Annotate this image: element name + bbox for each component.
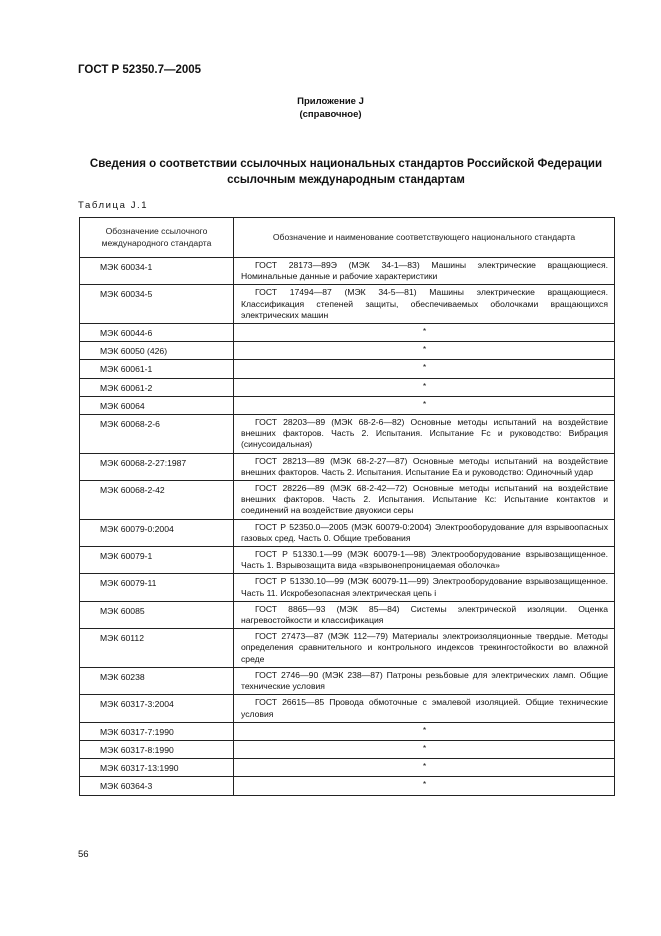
national-standard-description: * xyxy=(234,777,615,795)
correspondence-table xyxy=(79,217,615,796)
international-standard-code: МЭК 60068-2-42 xyxy=(80,481,234,520)
international-standard-code: МЭК 60050 (426) xyxy=(80,342,234,360)
national-standard-description: ГОСТ 17494—87 (МЭК 34-5—81) Машины электрические вращающиеся. Классификация степеней защиты, обеспечиваемых оболочками вращающихся электрических машин xyxy=(234,285,615,324)
national-standard-description: * xyxy=(234,396,615,414)
national-standard-description: ГОСТ Р 51330.10—99 (МЭК 60079-11—99) Электрооборудование взрывозащищенное. Часть 11. Искробезопасная электрическая цепь i xyxy=(234,574,615,601)
table-row xyxy=(80,324,615,342)
international-standard-code: МЭК 60364-3 xyxy=(80,777,234,795)
national-standard-description: * xyxy=(234,324,615,342)
national-standard-description: ГОСТ 8865—93 (МЭК 85—84) Системы электрической изоляции. Оценка нагревостойкости и классификация xyxy=(234,601,615,628)
national-standard-description: * xyxy=(234,378,615,396)
table-row xyxy=(80,629,615,668)
international-standard-code: МЭК 60061-2 xyxy=(80,378,234,396)
table-row xyxy=(80,415,615,454)
column-header-national-standard: Обозначение и наименование соответствующего национального стандарта xyxy=(234,218,615,258)
table-row xyxy=(80,777,615,795)
table-row xyxy=(80,740,615,758)
table-caption: Таблица J.1 xyxy=(78,200,149,211)
international-standard-code: МЭК 60079-1 xyxy=(80,547,234,574)
document-header: ГОСТ Р 52350.7—2005 xyxy=(78,64,202,76)
table-row xyxy=(80,574,615,601)
national-standard-description: ГОСТ Р 51330.1—99 (МЭК 60079-1—98) Электрооборудование взрывозащищенное. Часть 1. Взрывозащита вида «взрывонепроницаемая оболочка» xyxy=(234,547,615,574)
national-standard-description: ГОСТ 26615—85 Провода обмоточные с эмалевой изоляцией. Общие технические условия xyxy=(234,695,615,722)
international-standard-code: МЭК 60317-3:2004 xyxy=(80,695,234,722)
international-standard-code: МЭК 60079-0:2004 xyxy=(80,519,234,546)
international-standard-code: МЭК 60317-7:1990 xyxy=(80,722,234,740)
table-row xyxy=(80,258,615,285)
national-standard-description: ГОСТ 28203—89 (МЭК 68-2-6—82) Основные методы испытаний на воздействие внешних факторов. Часть 2. Испытания. Испытание Fc и руководство: Вибрация (синусоидальная) xyxy=(234,415,615,454)
table-row xyxy=(80,547,615,574)
table-row xyxy=(80,759,615,777)
international-standard-code: МЭК 60064 xyxy=(80,396,234,414)
table-row xyxy=(80,519,615,546)
national-standard-description: ГОСТ Р 52350.0—2005 (МЭК 60079-0:2004) Электрооборудование для взрывоопасных газовых сред. Часть 0. Общие требования xyxy=(234,519,615,546)
section-title-line-2: ссылочным международным стандартам xyxy=(227,174,465,186)
table-row xyxy=(80,667,615,694)
national-standard-description: * xyxy=(234,360,615,378)
table-row xyxy=(80,360,615,378)
appendix-note: (справочное) xyxy=(299,109,362,120)
international-standard-code: МЭК 60112 xyxy=(80,629,234,668)
national-standard-description: ГОСТ 28173—89Э (МЭК 34-1—83) Машины электрические вращающиеся. Номинальные данные и рабочие характеристики xyxy=(234,258,615,285)
national-standard-description: ГОСТ 27473—87 (МЭК 112—79) Материалы электроизоляционные твердые. Методы определения сравнительного и контрольного индексов трекингостойкости во влажной среде xyxy=(234,629,615,668)
table-row xyxy=(80,481,615,520)
international-standard-code: МЭК 60317-8:1990 xyxy=(80,740,234,758)
table-row xyxy=(80,695,615,722)
international-standard-code: МЭК 60044-6 xyxy=(80,324,234,342)
international-standard-code: МЭК 60068-2-6 xyxy=(80,415,234,454)
section-title xyxy=(80,156,612,188)
table-header-row xyxy=(80,218,615,258)
column-header-international-standard: Обозначение ссылочного международного стандарта xyxy=(80,218,234,258)
table-row xyxy=(80,396,615,414)
international-standard-code: МЭК 60068-2-27:1987 xyxy=(80,453,234,480)
national-standard-description: * xyxy=(234,342,615,360)
table-row xyxy=(80,722,615,740)
national-standard-description: * xyxy=(234,740,615,758)
national-standard-description: * xyxy=(234,722,615,740)
table-row xyxy=(80,601,615,628)
international-standard-code: МЭК 60034-5 xyxy=(80,285,234,324)
table-body xyxy=(80,258,615,796)
table-row xyxy=(80,378,615,396)
international-standard-code: МЭК 60238 xyxy=(80,667,234,694)
national-standard-description: ГОСТ 28226—89 (МЭК 68-2-42—72) Основные методы испытаний на воздействие внешних факторов. Часть 2. Испытания. Испытание Кс: Испытание контактов и соединений на воздействие двуокиси серы xyxy=(234,481,615,520)
national-standard-description: ГОСТ 2746—90 (МЭК 238—87) Патроны резьбовые для электрических ламп. Общие технические условия xyxy=(234,667,615,694)
international-standard-code: МЭК 60034-1 xyxy=(80,258,234,285)
table-row xyxy=(80,453,615,480)
table-row xyxy=(80,285,615,324)
appendix-title: Приложение J xyxy=(297,96,364,107)
national-standard-description: ГОСТ 28213—89 (МЭК 68-2-27—87) Основные методы испытаний на воздействие внешних факторов. Часть 2. Испытания. Испытание Еа и руководство: Одиночный удар xyxy=(234,453,615,480)
national-standard-description: * xyxy=(234,759,615,777)
table-row xyxy=(80,342,615,360)
section-title-line-1: Сведения о соответствии ссылочных национальных стандартов Российской Федерации xyxy=(89,158,603,170)
international-standard-code: МЭК 60317-13:1990 xyxy=(80,759,234,777)
page-number: 56 xyxy=(78,849,89,860)
international-standard-code: МЭК 60079-11 xyxy=(80,574,234,601)
international-standard-code: МЭК 60061-1 xyxy=(80,360,234,378)
international-standard-code: МЭК 60085 xyxy=(80,601,234,628)
